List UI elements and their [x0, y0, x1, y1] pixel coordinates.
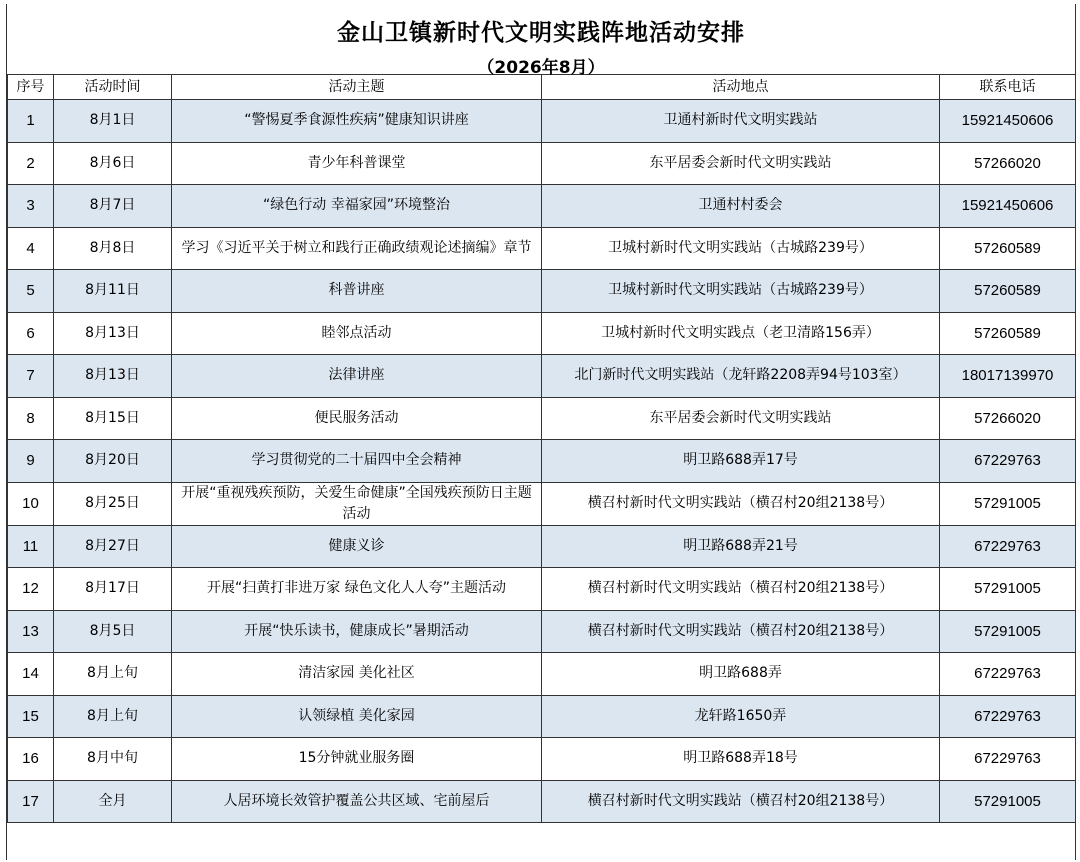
cell-place[interactable]: 明卫路688弄18号: [542, 738, 940, 781]
cell-no[interactable]: 3: [8, 185, 54, 228]
cell-topic[interactable]: “警惕夏季食源性疾病”健康知识讲座: [172, 100, 542, 143]
cell-phone[interactable]: 67229763: [940, 738, 1076, 781]
cell-date[interactable]: 8月中旬: [54, 738, 172, 781]
cell-phone[interactable]: 67229763: [940, 440, 1076, 483]
table-row: [8, 482, 1076, 525]
cell-place[interactable]: 明卫路688弄21号: [542, 525, 940, 568]
cell-phone[interactable]: 67229763: [940, 695, 1076, 738]
cell-date[interactable]: 全月: [54, 780, 172, 823]
cell-date[interactable]: 8月6日: [54, 142, 172, 185]
cell-topic[interactable]: 便民服务活动: [172, 397, 542, 440]
cell-no[interactable]: 4: [8, 227, 54, 270]
cell-topic[interactable]: “绿色行动 幸福家园”环境整治: [172, 185, 542, 228]
cell-no[interactable]: 5: [8, 270, 54, 313]
activity-table: [7, 74, 1076, 823]
cell-phone[interactable]: 57260589: [940, 227, 1076, 270]
cell-place[interactable]: 东平居委会新时代文明实践站: [542, 397, 940, 440]
table-body: [8, 100, 1076, 823]
cell-date[interactable]: 8月27日: [54, 525, 172, 568]
cell-topic[interactable]: 法律讲座: [172, 355, 542, 398]
table-row: [8, 312, 1076, 355]
cell-place[interactable]: 卫通村村委会: [542, 185, 940, 228]
cell-place[interactable]: 横召村新时代文明实践站（横召村20组2138号）: [542, 780, 940, 823]
table-row: [8, 780, 1076, 823]
table-row: [8, 100, 1076, 143]
table-row: [8, 695, 1076, 738]
table-row: [8, 440, 1076, 483]
cell-place[interactable]: 卫城村新时代文明实践站（古城路239号）: [542, 227, 940, 270]
cell-topic[interactable]: 清洁家园 美化社区: [172, 653, 542, 696]
cell-date[interactable]: 8月17日: [54, 568, 172, 611]
table-row: [8, 185, 1076, 228]
cell-date[interactable]: 8月5日: [54, 610, 172, 653]
table-row: [8, 270, 1076, 313]
header-row: [8, 75, 1076, 100]
cell-no[interactable]: 12: [8, 568, 54, 611]
cell-no[interactable]: 10: [8, 482, 54, 525]
cell-place[interactable]: 横召村新时代文明实践站（横召村20组2138号）: [542, 568, 940, 611]
cell-topic[interactable]: 学习《习近平关于树立和践行正确政绩观论述摘编》章节: [172, 227, 542, 270]
table-row: [8, 355, 1076, 398]
cell-place[interactable]: 卫城村新时代文明实践点（老卫清路156弄）: [542, 312, 940, 355]
column-header-no[interactable]: 序号: [8, 75, 54, 100]
cell-topic[interactable]: 认领绿植 美化家园: [172, 695, 542, 738]
cell-date[interactable]: 8月11日: [54, 270, 172, 313]
cell-place[interactable]: 明卫路688弄: [542, 653, 940, 696]
cell-place[interactable]: 东平居委会新时代文明实践站: [542, 142, 940, 185]
cell-phone[interactable]: 15921450606: [940, 185, 1076, 228]
cell-date[interactable]: 8月1日: [54, 100, 172, 143]
cell-no[interactable]: 9: [8, 440, 54, 483]
cell-no[interactable]: 7: [8, 355, 54, 398]
cell-topic[interactable]: 青少年科普课堂: [172, 142, 542, 185]
table-row: [8, 738, 1076, 781]
column-header-topic[interactable]: 活动主题: [172, 75, 542, 100]
cell-phone[interactable]: 57291005: [940, 610, 1076, 653]
cell-place[interactable]: 卫城村新时代文明实践站（古城路239号）: [542, 270, 940, 313]
cell-no[interactable]: 6: [8, 312, 54, 355]
cell-phone[interactable]: 57260589: [940, 270, 1076, 313]
cell-place[interactable]: 横召村新时代文明实践站（横召村20组2138号）: [542, 610, 940, 653]
cell-phone[interactable]: 57291005: [940, 482, 1076, 525]
title-block: [7, 4, 1075, 78]
cell-date[interactable]: 8月上旬: [54, 695, 172, 738]
cell-no[interactable]: 16: [8, 738, 54, 781]
cell-date[interactable]: 8月7日: [54, 185, 172, 228]
cell-no[interactable]: 13: [8, 610, 54, 653]
cell-place[interactable]: 卫通村新时代文明实践站: [542, 100, 940, 143]
cell-place[interactable]: 横召村新时代文明实践站（横召村20组2138号）: [542, 482, 940, 525]
cell-no[interactable]: 1: [8, 100, 54, 143]
cell-phone[interactable]: 15921450606: [940, 100, 1076, 143]
cell-topic[interactable]: 人居环境长效管护覆盖公共区域、宅前屋后: [172, 780, 542, 823]
table-row: [8, 397, 1076, 440]
cell-place[interactable]: 龙轩路1650弄: [542, 695, 940, 738]
spreadsheet: [6, 4, 1076, 860]
page-subtitle: （2026年8月）: [477, 58, 605, 78]
cell-topic[interactable]: 睦邻点活动: [172, 312, 542, 355]
table-row: [8, 227, 1076, 270]
cell-no[interactable]: 15: [8, 695, 54, 738]
cell-topic[interactable]: 健康义诊: [172, 525, 542, 568]
cell-topic[interactable]: 开展“扫黄打非进万家 绿色文化人人夸”主题活动: [172, 568, 542, 611]
column-header-phone[interactable]: 联系电话: [940, 75, 1076, 100]
cell-no[interactable]: 17: [8, 780, 54, 823]
cell-phone[interactable]: 67229763: [940, 525, 1076, 568]
cell-phone[interactable]: 67229763: [940, 653, 1076, 696]
table-row: [8, 525, 1076, 568]
cell-topic[interactable]: 学习贯彻党的二十届四中全会精神: [172, 440, 542, 483]
table-row: [8, 610, 1076, 653]
cell-topic[interactable]: 开展“快乐读书，健康成长”暑期活动: [172, 610, 542, 653]
cell-date[interactable]: 8月13日: [54, 312, 172, 355]
cell-phone[interactable]: 57260589: [940, 312, 1076, 355]
cell-phone[interactable]: 57266020: [940, 142, 1076, 185]
cell-date[interactable]: 8月25日: [54, 482, 172, 525]
cell-place[interactable]: 北门新时代文明实践站（龙轩路2208弄94号103室）: [542, 355, 940, 398]
cell-date[interactable]: 8月15日: [54, 397, 172, 440]
cell-phone[interactable]: 57291005: [940, 568, 1076, 611]
cell-no[interactable]: 14: [8, 653, 54, 696]
cell-topic[interactable]: 科普讲座: [172, 270, 542, 313]
cell-date[interactable]: 8月13日: [54, 355, 172, 398]
cell-phone[interactable]: 57266020: [940, 397, 1076, 440]
table-row: [8, 568, 1076, 611]
cell-date[interactable]: 8月上旬: [54, 653, 172, 696]
table-row: [8, 142, 1076, 185]
cell-no[interactable]: 2: [8, 142, 54, 185]
cell-date[interactable]: 8月20日: [54, 440, 172, 483]
column-header-date[interactable]: 活动时间: [54, 75, 172, 100]
table-row: [8, 653, 1076, 696]
column-header-place[interactable]: 活动地点: [542, 75, 940, 100]
cell-date[interactable]: 8月8日: [54, 227, 172, 270]
page-title: 金山卫镇新时代文明实践阵地活动安排: [337, 20, 745, 46]
cell-phone[interactable]: 18017139970: [940, 355, 1076, 398]
cell-topic[interactable]: 开展“重视残疾预防，关爱生命健康”全国残疾预防日主题活动: [172, 482, 542, 525]
cell-topic[interactable]: 15分钟就业服务圈: [172, 738, 542, 781]
cell-no[interactable]: 11: [8, 525, 54, 568]
cell-place[interactable]: 明卫路688弄17号: [542, 440, 940, 483]
cell-phone[interactable]: 57291005: [940, 780, 1076, 823]
cell-no[interactable]: 8: [8, 397, 54, 440]
